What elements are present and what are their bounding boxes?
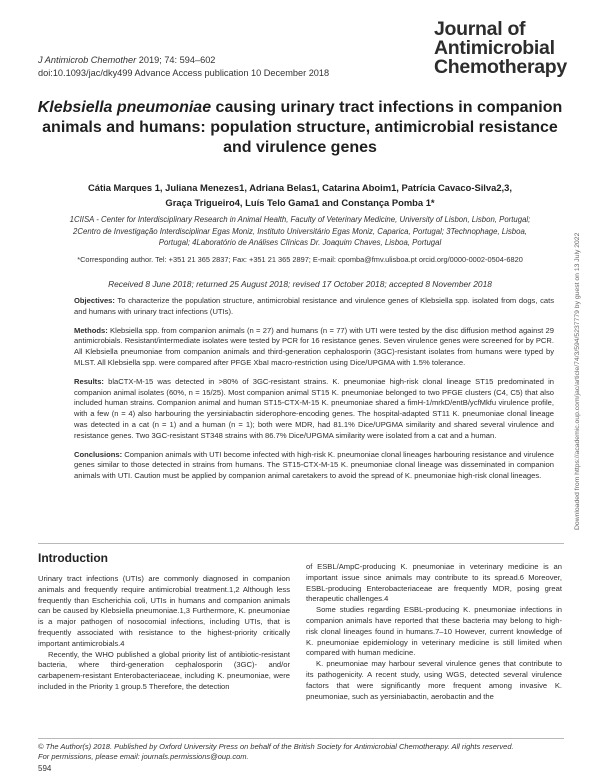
intro-paragraph-2: Recently, the WHO published a global priority list of antibiotic-resistant bacteria, where third-generation cephalosporin (3GC)- and/or carbapenem-resistant Enterobacteriaceae, including K. pneumoniae, were included in the Priority 1 group.5 Therefore, the detection [38,649,290,691]
permissions-line[interactable]: For permissions, please email: journals.permissions@oup.com. [38,752,249,761]
conclusions-text: Companion animals with UTI become infected with high-risk K. pneumoniae clonal lineages harbouring resistance and virulence genes similar to those detected in strains from humans. The ST15-CTX-M-15 K. pneumoniae clonal lineage was disseminated in companion animals with UTI. Caution must be applied by companion animal caretakers to avoid the spread of K. pneumoniae high-risk clonal lineages. [74,449,554,481]
abstract-conclusions [74,450,554,482]
affiliation-line-1: 1CIISA - Center for Interdisciplinary Research in Animal Health, Faculty of Veterinary Medicine, University of Lisbon, Lisbon, Portugal; [69,215,531,224]
methods-label: Methods: [74,325,108,335]
page-number: 594 [38,764,52,773]
results-text: blaCTX-M-15 was detected in >80% of 3GC-resistant strains. K. pneumoniae high-risk clonal lineage ST15 predominated in companion animal isolates (60%, n = 15/25). Most companion animal ST15 K. pneumoniae belonged to two PFGE clusters (C4, C5) that also included human strains. Companion animal and human ST15-CTX-M-15 K. pneumoniae shared a fimH-1/mrkD/entB/ycfMkfu virulence profile, with a few (n = 4) also harbouring the yersiniabactin siderophore-encoding genes. The hospital-adapted ST11 K. pneumoniae clonal lineage was detected in a cat (n = 1) and a human (n = 1); both were MDR, had 81.1% Dice/UPGMA similarity and shared several virulence and resistance genes. Two 3GC-resistant ST348 strains with 86.7% Dice/UPGMA similarity were isolated from a cat and a human. [74,376,554,440]
title-rest: causing urinary tract infections in companion animals and humans: population structure, antimicrobial resistance and virulence genes [42,99,563,156]
copyright-line: © The Author(s) 2018. Published by Oxford University Press on behalf of the British Society for Antimicrobial Chemotherapy. All rights reserved. [38,742,514,751]
doi-line: doi:10.1093/jac/dky499 Advance Access publication 10 December 2018 [38,68,330,78]
journal-volume: 2019; 74: 594–602 [136,55,216,65]
intro-paragraph-1: Urinary tract infections (UTIs) are commonly diagnosed in companion animals and frequently require antimicrobial treatment.1,2 Although less frequently than Escherichia coli, UTIs in humans and companion animals can be caused by Klebsiella pneumoniae.1,3 Furthermore, K. pneumoniae is a major pathogen of nosocomial infections, including UTIs, that is frequently associated with resistance to the highest-priority critically important antimicrobials.4 [38,574,290,648]
logo-line-2: Antimicrobial [434,37,555,59]
logo-line-3: Chemotherapy [434,56,567,78]
intro-left-column [38,574,290,693]
article-dates: Received 8 June 2018; returned 25 August 2018; revised 17 October 2018; accepted 8 November 2018 [108,279,492,289]
journal-citation [38,54,329,80]
introduction-heading: Introduction [38,551,108,565]
objectives-label: Objectives: [74,296,115,305]
abstract-methods [74,326,554,369]
logo-line-1: Journal of [434,18,526,40]
intro-right-column [306,562,562,702]
authors-line-1[interactable]: Cátia Marques 1, Juliana Menezes1, Adriana Belas1, Catarina Aboim1, Patrícia Cavaco-Silva2,3, [88,182,512,193]
journal-name: J Antimicrob Chemother [38,55,137,65]
abstract-objectives [74,296,554,318]
conclusions-label: Conclusions: [74,449,123,459]
objectives-text: To characterize the population structure, antimicrobial resistance and virulence genes of Klebsiella spp. isolated from dogs, cats and humans with urinary tract infections (UTIs). [74,296,554,316]
intro-paragraph-5: K. pneumoniae may harbour several virulence genes that contribute to its pathogenicity. A recent study, using WGS, detected several virulence factors that were significantly more frequent among invasive K. pneumoniae, such as yersiniabactin, aerobactin and the [306,659,562,701]
journal-logo [434,18,567,78]
methods-text: Klebsiella spp. from companion animals (n = 27) and humans (n = 77) with UTI were tested by the disc diffusion method against 29 antimicrobials. Resistant/intermediate isolates were tested by PCR for 16 resistance genes. Seven virulence genes were screened for by PCR. All Klebsiella pneumoniae from companion animals and third-generation cephalosporin (3GC)-resistant isolates from humans were typed by MLST. All Klebsiella spp. were compared after PFGE XbaI macro-restriction using Dice/UPGMA with 1.5% tolerance. [74,325,554,367]
authors-line-2[interactable]: Graça Trigueiro4, Luís Telo Gama1 and Constança Pomba 1* [165,197,435,208]
abstract [74,296,554,490]
download-note: Downloaded from https://academic.oup.com/jac/article/74/3/594/5237779 by guest on 13 July 2022 [574,232,581,530]
affiliations [40,214,560,249]
intro-paragraph-4: Some studies regarding ESBL-producing K. pneumoniae infections in companion animals have reported that these bacteria may belong to high-risk clonal lineages found in humans.7–10 However, current knowledge of K. pneumoniae epidemiology in veterinary medicine is still limited when compared with human medicine. [306,605,562,658]
copyright-footer [38,742,514,762]
affiliation-line-3: Portugal; 4Laboratório de Análises Clínicas Dr. Joaquim Chaves, Lisboa, Portugal [158,238,442,247]
section-divider [38,543,564,544]
results-label: Results: [74,376,104,386]
abstract-results [74,377,554,442]
corresponding-author[interactable]: *Corresponding author. Tel: +351 21 365 2837; Fax: +351 21 365 2897; E-mail: cpomba@fmv.ulisboa.pt orcid.org/0000-0002-0504-6820 [77,255,523,264]
footer-divider [38,738,564,739]
author-list [40,180,560,210]
intro-paragraph-3: of ESBL/AmpC-producing K. pneumoniae in veterinary medicine is an important issue since animals may contribute to its spread.6 Moreover, ESBL-producing Enterobacteriaceae are frequently MDR, posing great therapeutic challenges.4 [306,562,562,604]
affiliation-line-2: 2Centro de Investigação Interdisciplinar Egas Moniz, Instituto Universitário Egas Moniz, Caparica, Portugal; 3Technophage, Lisboa, [73,226,527,236]
title-organism: Klebsiella pneumoniae [37,99,212,116]
article-title [30,98,570,158]
